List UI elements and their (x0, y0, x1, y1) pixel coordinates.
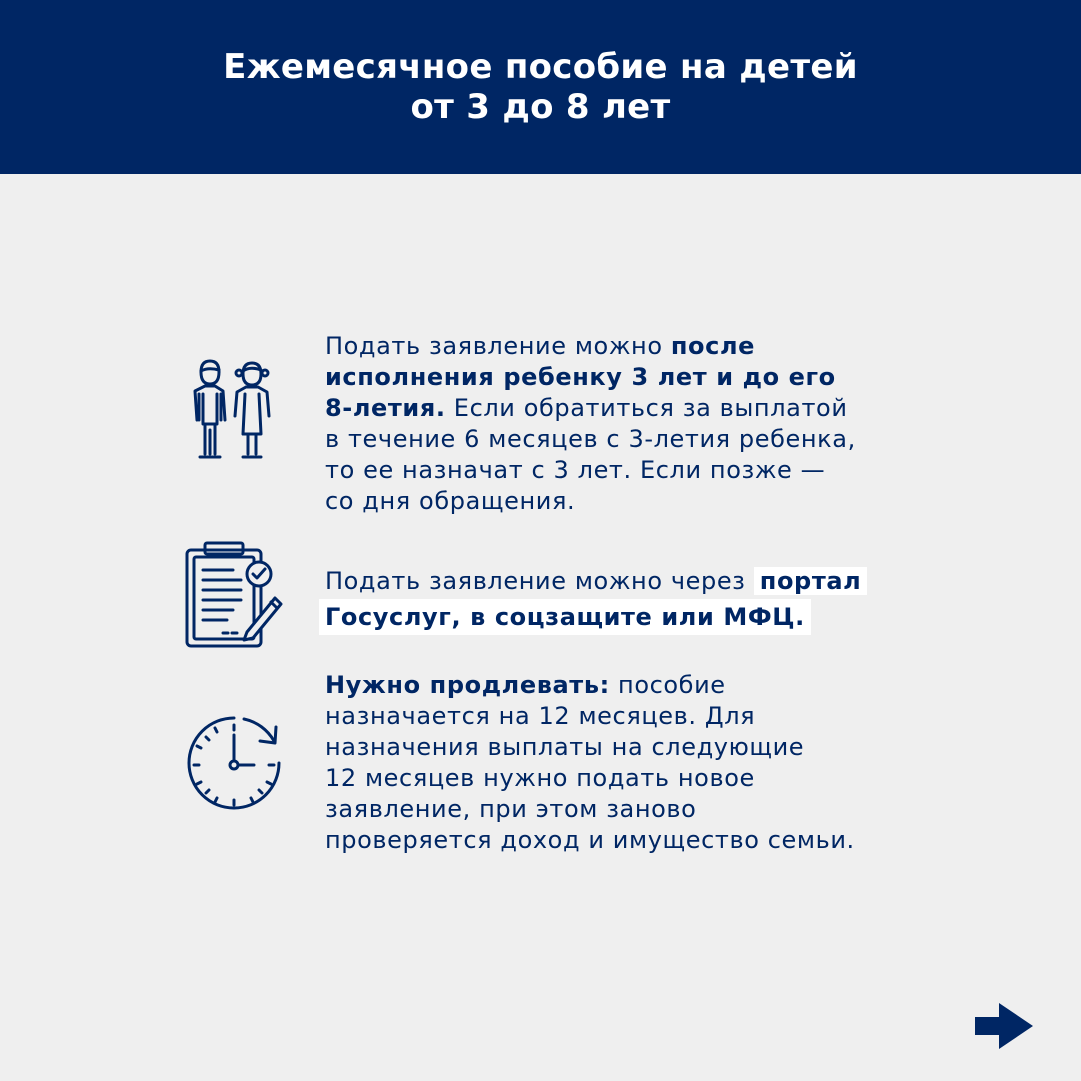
text-line: в течение 6 месяцев с 3-летия ребенка, (325, 425, 856, 453)
highlighted-line: Подать заявление можно через портал (319, 563, 867, 599)
text-line: проверяется доход и имущество семьи. (325, 826, 855, 854)
text-line: 12 месяцев нужно подать новое (325, 764, 755, 792)
text-line: Подать заявление можно после (325, 332, 755, 360)
arrow-right-icon[interactable] (975, 1003, 1033, 1054)
text-line: исполнения ребенку 3 лет и до его (325, 363, 836, 391)
page-title-line2: от 3 до 8 лет (410, 87, 671, 127)
text-line: назначения выплаты на следующие (325, 733, 805, 761)
text-line (319, 599, 867, 635)
text-line: со дня обращения. (325, 487, 576, 515)
text-line: назначается на 12 месяцев. Для (325, 702, 756, 730)
highlighted-line: Госуслуг, в соцзащите или МФЦ. (319, 599, 811, 635)
info-text-where (319, 563, 867, 635)
page-title-line1: Ежемесячное пособие на детей (223, 47, 858, 87)
text-line: заявление, при этом заново (325, 795, 697, 823)
header-banner (0, 0, 1081, 174)
text-line: 8-летия. Если обратиться за выплатой (325, 394, 848, 422)
clipboard-document-icon (183, 540, 285, 652)
info-text-renewal (325, 670, 855, 856)
children-icon (188, 358, 278, 462)
clock-icon (184, 713, 284, 813)
page-title (223, 47, 858, 127)
text-line: то ее назначат с 3 лет. Если позже — (325, 456, 826, 484)
text-line (319, 563, 867, 599)
text-line: Нужно продлевать: пособие (325, 671, 726, 699)
info-text-age (325, 331, 856, 517)
